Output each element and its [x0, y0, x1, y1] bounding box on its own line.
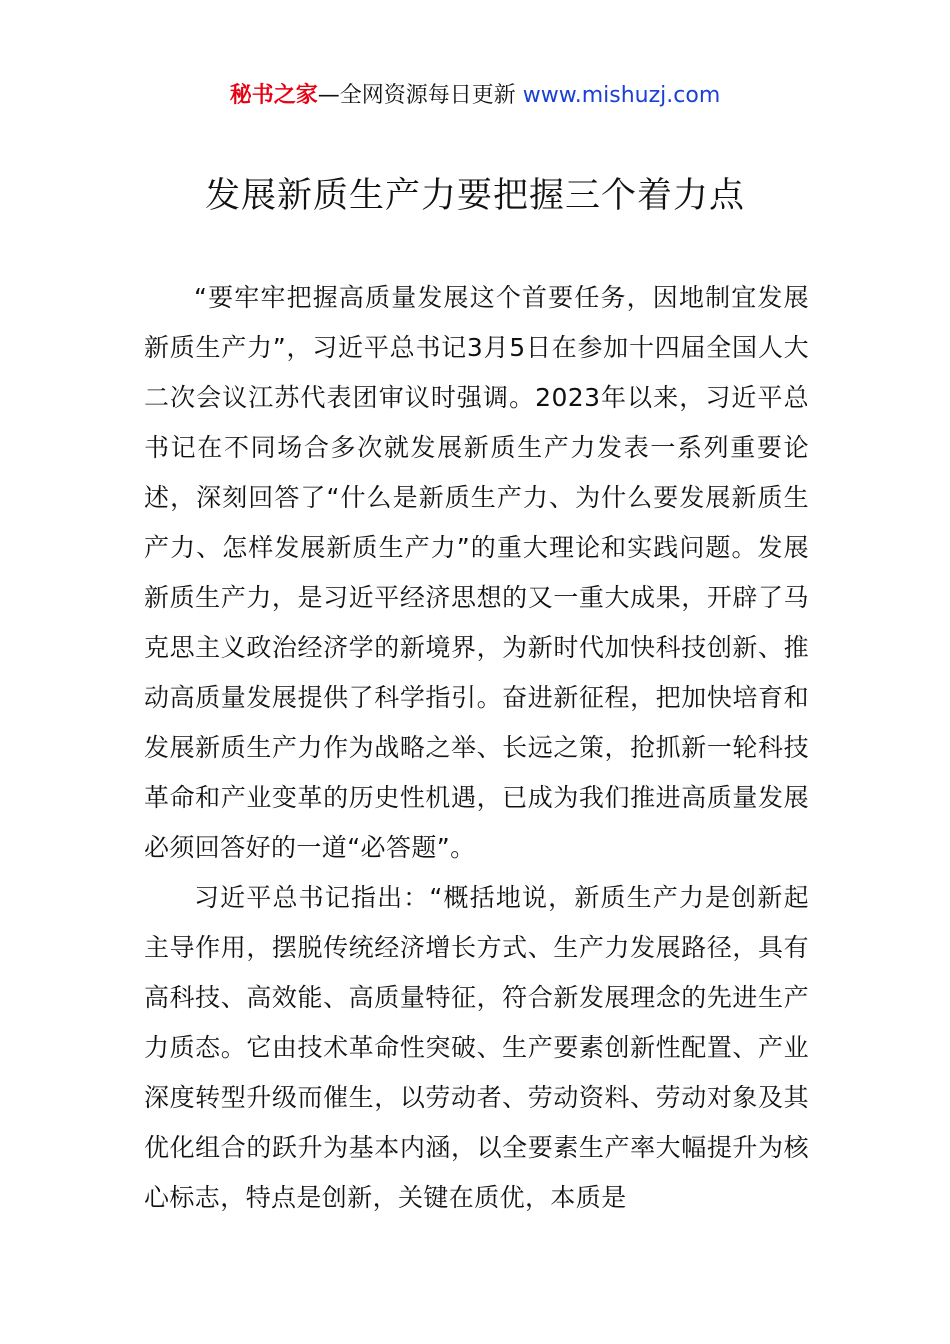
site-brand: 秘书之家	[229, 83, 318, 108]
site-url-link[interactable]: www.mishuzj.com	[522, 83, 721, 108]
paragraph-1: “要牢牢把握高质量发展这个首要任务，因地制宜发展新质生产力”，习近平总书记3月5日在参加十四届全国人大二次会议江苏代表团审议时强调。2023年以来，习近平总书记在不同场合多次就发展新质生产力发表一系列重要论述，深刻回答了“什么是新质生产力、为什么要发展新质生产力、怎样发展新质生产力”的重大理论和实践问题。发展新质生产力，是习近平经济思想的又一重大成果，开辟了马克思主义政治经济学的新境界，为新时代加快科技创新、推动高质量发展提供了科学指引。奋进新征程，把加快培育和发展新质生产力作为战略之举、长远之策，抢抓新一轮科技革命和产业变革的历史性机遇，已成为我们推进高质量发展必须回答好的一道“必答题”。	[144, 283, 809, 862]
site-header	[0, 80, 950, 112]
paragraph-2: 习近平总书记指出：“概括地说，新质生产力是创新起主导作用，摆脱传统经济增长方式、生产力发展路径，具有高科技、高效能、高质量特征，符合新发展理念的先进生产力质态。它由技术革命性突破、生产要素创新性配置、产业深度转型升级而催生，以劳动者、劳动资料、劳动对象及其优化组合的跃升为基本内涵，以全要素生产率大幅提升为核心标志，特点是创新，关键在质优，本质是	[144, 883, 809, 1212]
document-body	[144, 273, 809, 1223]
document-title: 发展新质生产力要把握三个着力点	[204, 176, 745, 216]
site-tagline: —全网资源每日更新	[317, 83, 516, 108]
